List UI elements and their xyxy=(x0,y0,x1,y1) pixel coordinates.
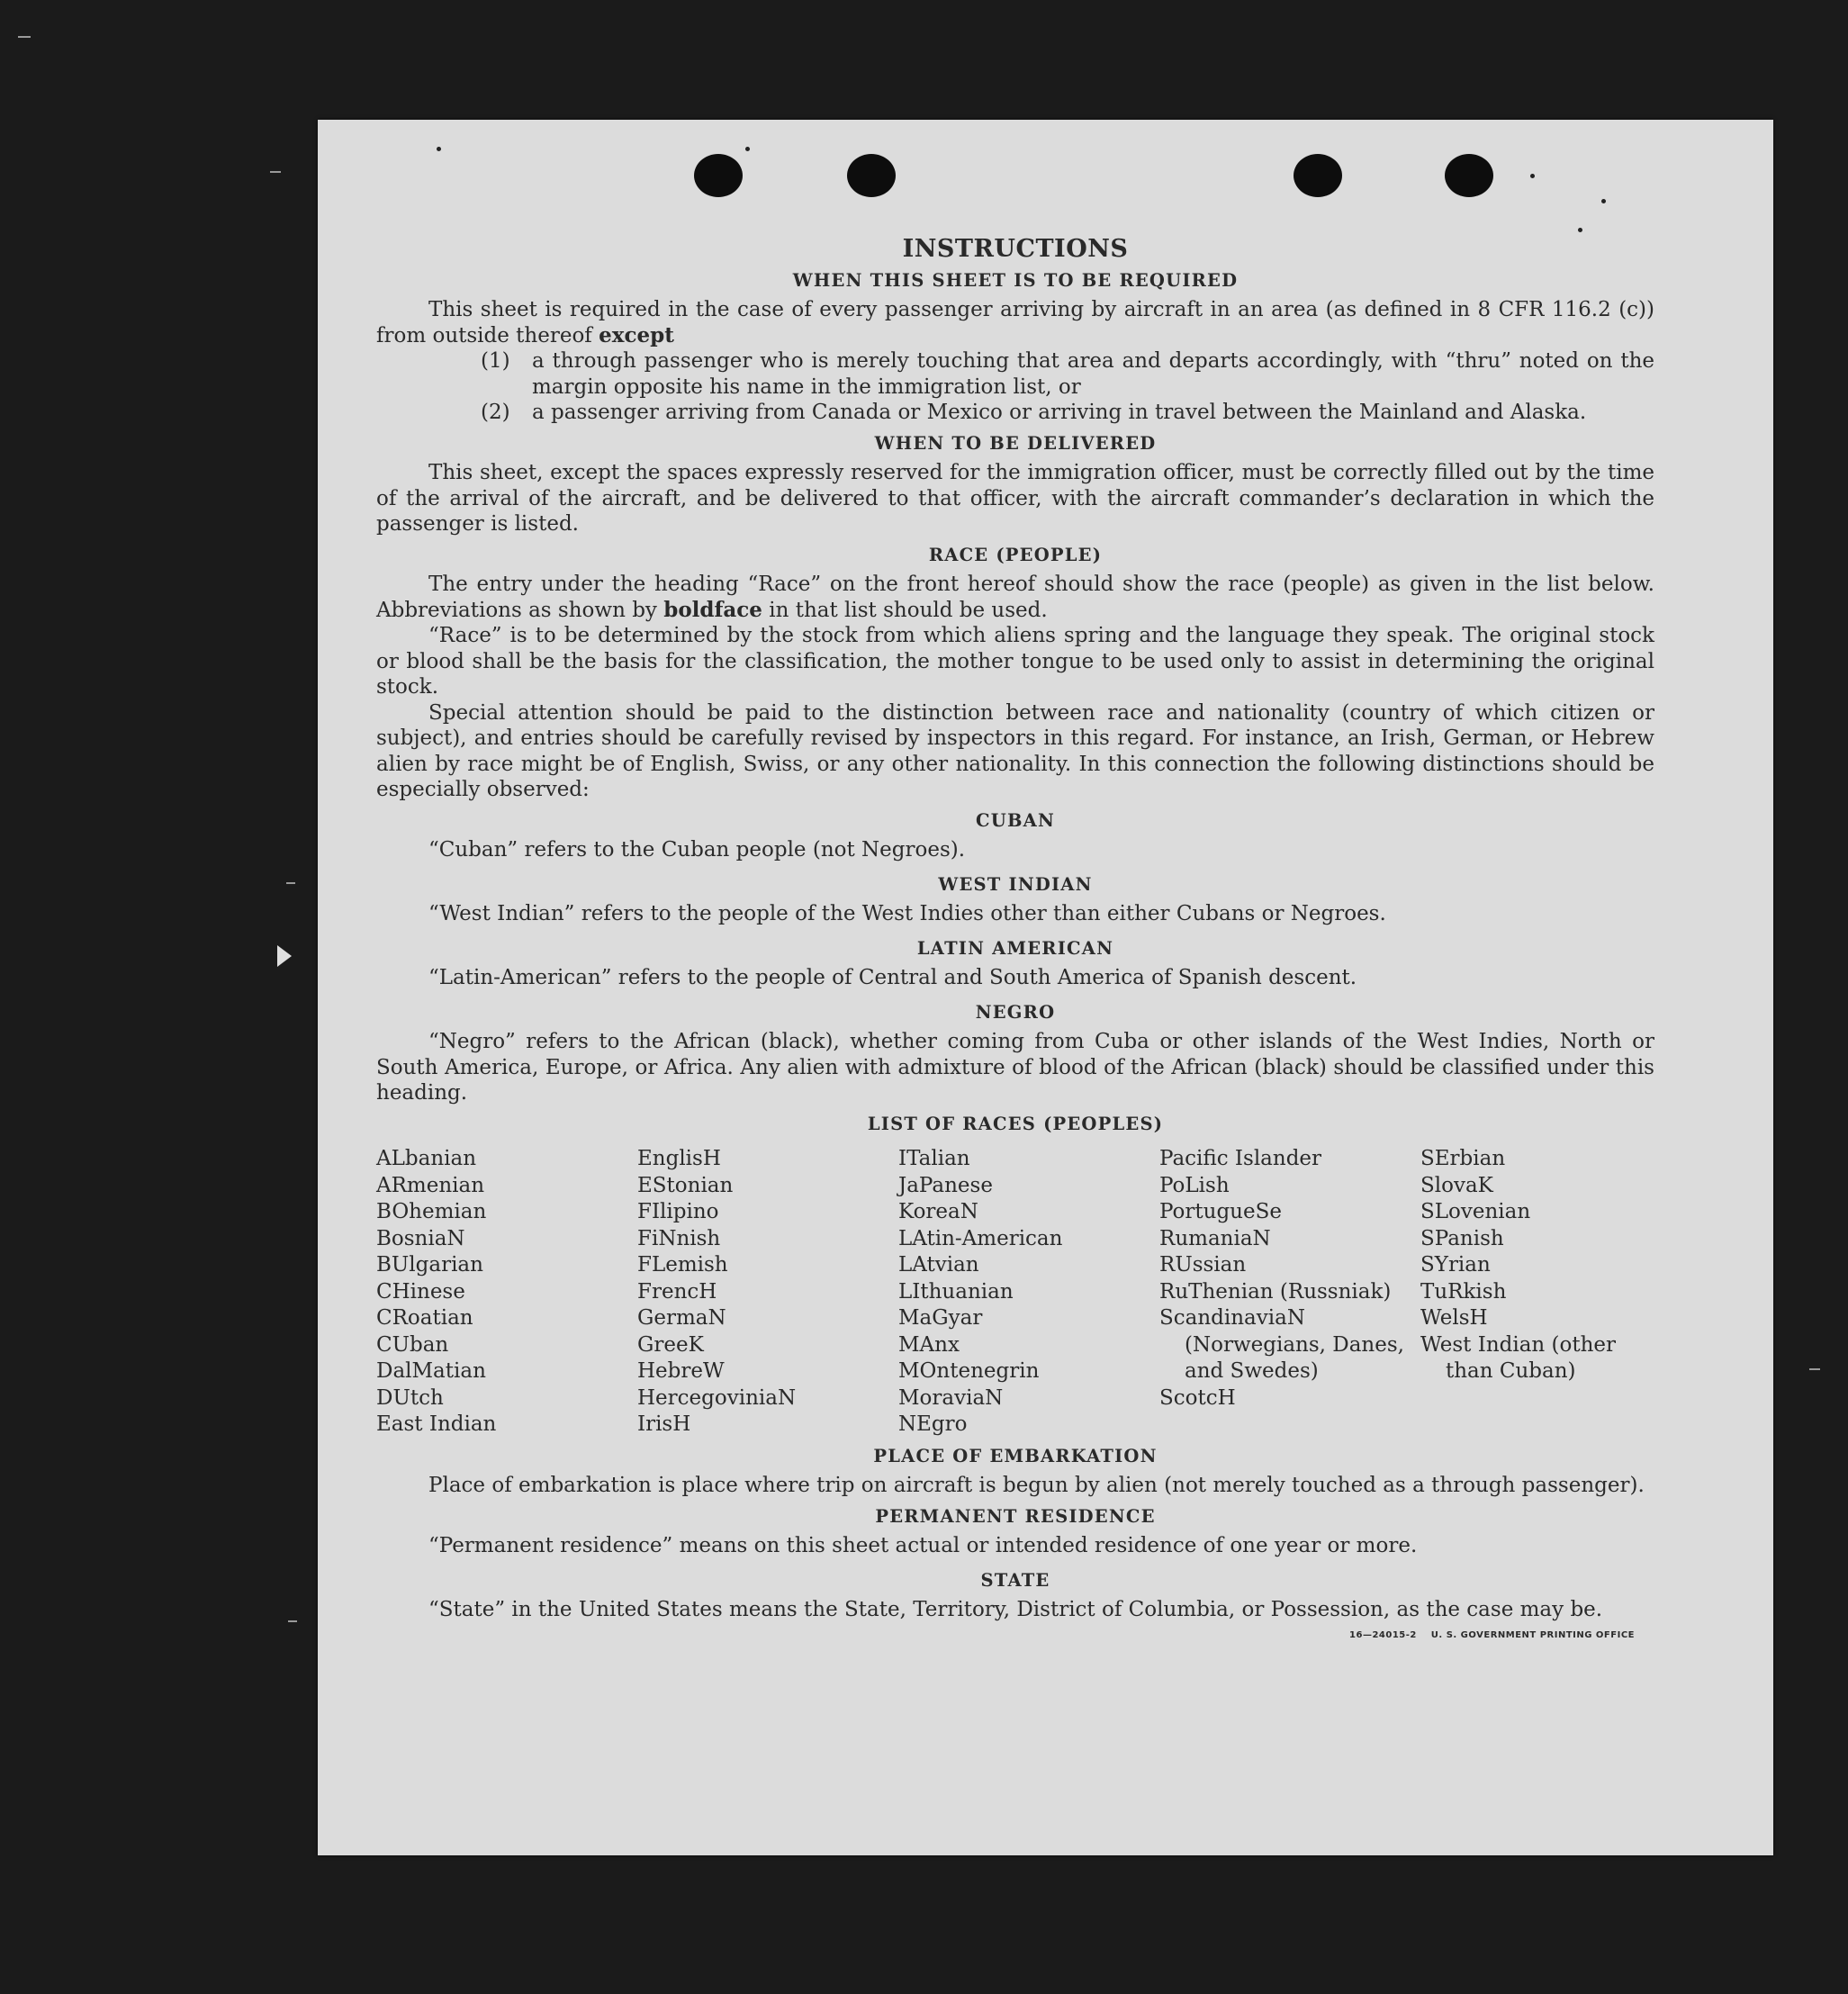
printer-name: U. S. GOVERNMENT PRINTING OFFICE xyxy=(1430,1629,1635,1640)
list-item: HercegoviniaN xyxy=(637,1385,797,1410)
list-item: West Indian (other than Cuban) xyxy=(1420,1332,1617,1383)
races-column-1 xyxy=(376,1146,637,1439)
list-item: EStonian xyxy=(637,1173,734,1197)
cuban-definition: “Cuban” refers to the Cuban people (not Negroes). xyxy=(428,838,966,862)
film-mark xyxy=(18,36,31,38)
punch-hole xyxy=(1294,154,1342,197)
list-item: RuThenian (Russniak) xyxy=(1159,1279,1392,1304)
list-item: IrisH xyxy=(637,1412,691,1436)
heading-list-of-races: LIST OF RACES (PEOPLES) xyxy=(867,1113,1164,1134)
races-column-4 xyxy=(1159,1146,1420,1439)
list-item: JaPanese xyxy=(898,1173,993,1197)
list-item: PoLish xyxy=(1159,1173,1230,1197)
west-indian-definition: “West Indian” refers to the people of the West Indies other than either Cubans or Negroes. xyxy=(428,902,1386,925)
print-code: 16—24015-2 xyxy=(1349,1629,1417,1640)
list-item: GreeK xyxy=(637,1332,704,1357)
list-item: ITalian xyxy=(898,1147,970,1170)
list-item: CUban xyxy=(376,1332,449,1357)
state-text: “State” in the United States means the State, Territory, District of Columbia, or Possession, as the case may be. xyxy=(428,1598,1603,1621)
list-item: ALbanian xyxy=(376,1147,477,1170)
list-item: ScandinaviaN (Norwegians, Danes, and Swedes) xyxy=(1159,1306,1404,1383)
list-item: FLemish xyxy=(637,1253,728,1277)
list-item: WelsH xyxy=(1420,1306,1488,1330)
list-item: FIlipino xyxy=(637,1200,719,1223)
race-paragraph-1: The entry under the heading “Race” on the front hereof should show the race (people) as given in the list below. Abbreviations as shown by boldface in that list should be used. xyxy=(376,573,1654,622)
race-paragraph-2: “Race” is to be determined by the stock from which aliens spring and the language they speak. The original stock or blood shall be the basis for the classification, the mother tongue to be used only to assist in determining the original stock. xyxy=(376,624,1654,699)
list-item: DUtch xyxy=(376,1385,444,1410)
list-item: SlovaK xyxy=(1420,1173,1493,1197)
residence-text: “Permanent residence” means on this sheet actual or intended residence of one year or more. xyxy=(428,1534,1418,1557)
film-mark xyxy=(288,1620,297,1622)
list-item: MAnx xyxy=(898,1332,960,1357)
list-item: Pacific Islander xyxy=(1159,1147,1322,1170)
list-item: MoraviaN xyxy=(898,1385,1004,1410)
instruction-sheet xyxy=(318,120,1773,1855)
list-item: EnglisH xyxy=(637,1147,721,1170)
when-required-intro: This sheet is required in the case of every passenger arriving by aircraft in an area (as defined in 8 CFR 116.2 (c)) from outside thereof except xyxy=(376,298,1654,347)
list-item: BUlgarian xyxy=(376,1253,483,1277)
races-column-3 xyxy=(898,1146,1159,1439)
punch-hole xyxy=(847,154,896,197)
list-item: SLovenian xyxy=(1420,1200,1531,1223)
latin-american-definition: “Latin-American” refers to the people of Central and South America of Spanish descent. xyxy=(428,966,1357,989)
punch-hole xyxy=(694,154,743,197)
race-paragraph-3: Special attention should be paid to the distinction between race and nationality (country of which citizen or subject), and entries should be carefully revised by inspectors in this regard. For instance, an Irish, German, or Hebrew alien by race might be of English, Swiss, or any other nationality. In this connection the following distinctions should be especially observed: xyxy=(376,700,1654,801)
heading-residence: PERMANENT RESIDENCE xyxy=(875,1505,1156,1527)
heading-race: RACE (PEOPLE) xyxy=(928,544,1103,565)
exception-item-2: (2) a passenger arriving from Canada or Mexico or arriving in travel between the Mainland and Alaska. xyxy=(481,401,1587,424)
punch-hole xyxy=(1445,154,1493,197)
speck xyxy=(1578,228,1582,232)
list-item: KoreaN xyxy=(898,1200,978,1223)
exception-item-1: (1) a through passenger who is merely touching that area and departs accordingly, with “thru” noted on the margin opposite his name in the immigration list, or xyxy=(481,349,1654,399)
page-title: INSTRUCTIONS xyxy=(902,235,1129,263)
heading-embarkation: PLACE OF EMBARKATION xyxy=(873,1445,1158,1466)
list-item: MOntenegrin xyxy=(898,1359,1040,1383)
embarkation-text: Place of embarkation is place where trip on aircraft is begun by alien (not merely touched as a through passenger). xyxy=(428,1474,1645,1497)
list-item: SErbian xyxy=(1420,1147,1506,1170)
heading-west-indian: WEST INDIAN xyxy=(938,873,1093,895)
list-item: CRoatian xyxy=(376,1306,473,1330)
races-list xyxy=(376,1146,1654,1439)
list-item: LAtin-American xyxy=(898,1226,1063,1250)
when-delivered-text: This sheet, except the spaces expressly reserved for the immigration officer, must be correctly filled out by the time of the arrival of the aircraft, and be delivered to that officer, with the aircraft commander’s declaration in which the passenger is listed. xyxy=(376,461,1654,536)
races-column-2 xyxy=(637,1146,898,1439)
speck xyxy=(437,147,441,151)
heading-when-required: WHEN THIS SHEET IS TO BE REQUIRED xyxy=(792,269,1239,291)
heading-state: STATE xyxy=(980,1569,1050,1591)
print-info xyxy=(1349,1623,1635,1649)
list-item: MaGyar xyxy=(898,1306,983,1330)
list-item: ScotcH xyxy=(1159,1385,1236,1410)
list-item: ARmenian xyxy=(376,1173,485,1197)
speck xyxy=(1601,199,1606,203)
list-item: LAtvian xyxy=(898,1253,979,1277)
speck xyxy=(745,147,750,151)
list-item: SYrian xyxy=(1420,1253,1491,1277)
races-column-5 xyxy=(1420,1146,1654,1439)
list-item: East Indian xyxy=(376,1412,497,1436)
list-item: PortugueSe xyxy=(1159,1200,1282,1223)
list-item: FiNnish xyxy=(637,1226,721,1250)
list-item: RumaniaN xyxy=(1159,1226,1271,1250)
film-mark xyxy=(270,171,281,173)
speck xyxy=(1530,174,1535,178)
list-item: FrencH xyxy=(637,1279,717,1304)
film-mark xyxy=(286,882,295,884)
list-item: CHinese xyxy=(376,1279,465,1304)
list-item: NEgro xyxy=(898,1412,968,1436)
negro-definition: “Negro” refers to the African (black), whether coming from Cuba or other islands of the West Indies, North or South America, Europe, or Africa. Any alien with admixture of blood of the African (black) should be classified under this heading. xyxy=(376,1030,1654,1105)
heading-latin-american: LATIN AMERICAN xyxy=(916,937,1114,959)
list-item: RUssian xyxy=(1159,1253,1247,1277)
heading-when-delivered: WHEN TO BE DELIVERED xyxy=(874,432,1157,454)
list-item: SPanish xyxy=(1420,1226,1504,1250)
list-item: TuRkish xyxy=(1420,1279,1507,1304)
heading-cuban: CUBAN xyxy=(976,809,1055,831)
list-item: LIthuanian xyxy=(898,1279,1014,1304)
footer xyxy=(376,1623,1654,1649)
list-item: HebreW xyxy=(637,1359,725,1383)
list-item: BosniaN xyxy=(376,1226,465,1250)
film-mark xyxy=(1809,1368,1820,1370)
list-item: DalMatian xyxy=(376,1359,486,1383)
instructions-body xyxy=(376,237,1654,1648)
heading-negro: NEGRO xyxy=(975,1001,1056,1023)
list-item: GermaN xyxy=(637,1306,726,1330)
edge-mark xyxy=(277,945,292,967)
list-item: BOhemian xyxy=(376,1200,487,1223)
